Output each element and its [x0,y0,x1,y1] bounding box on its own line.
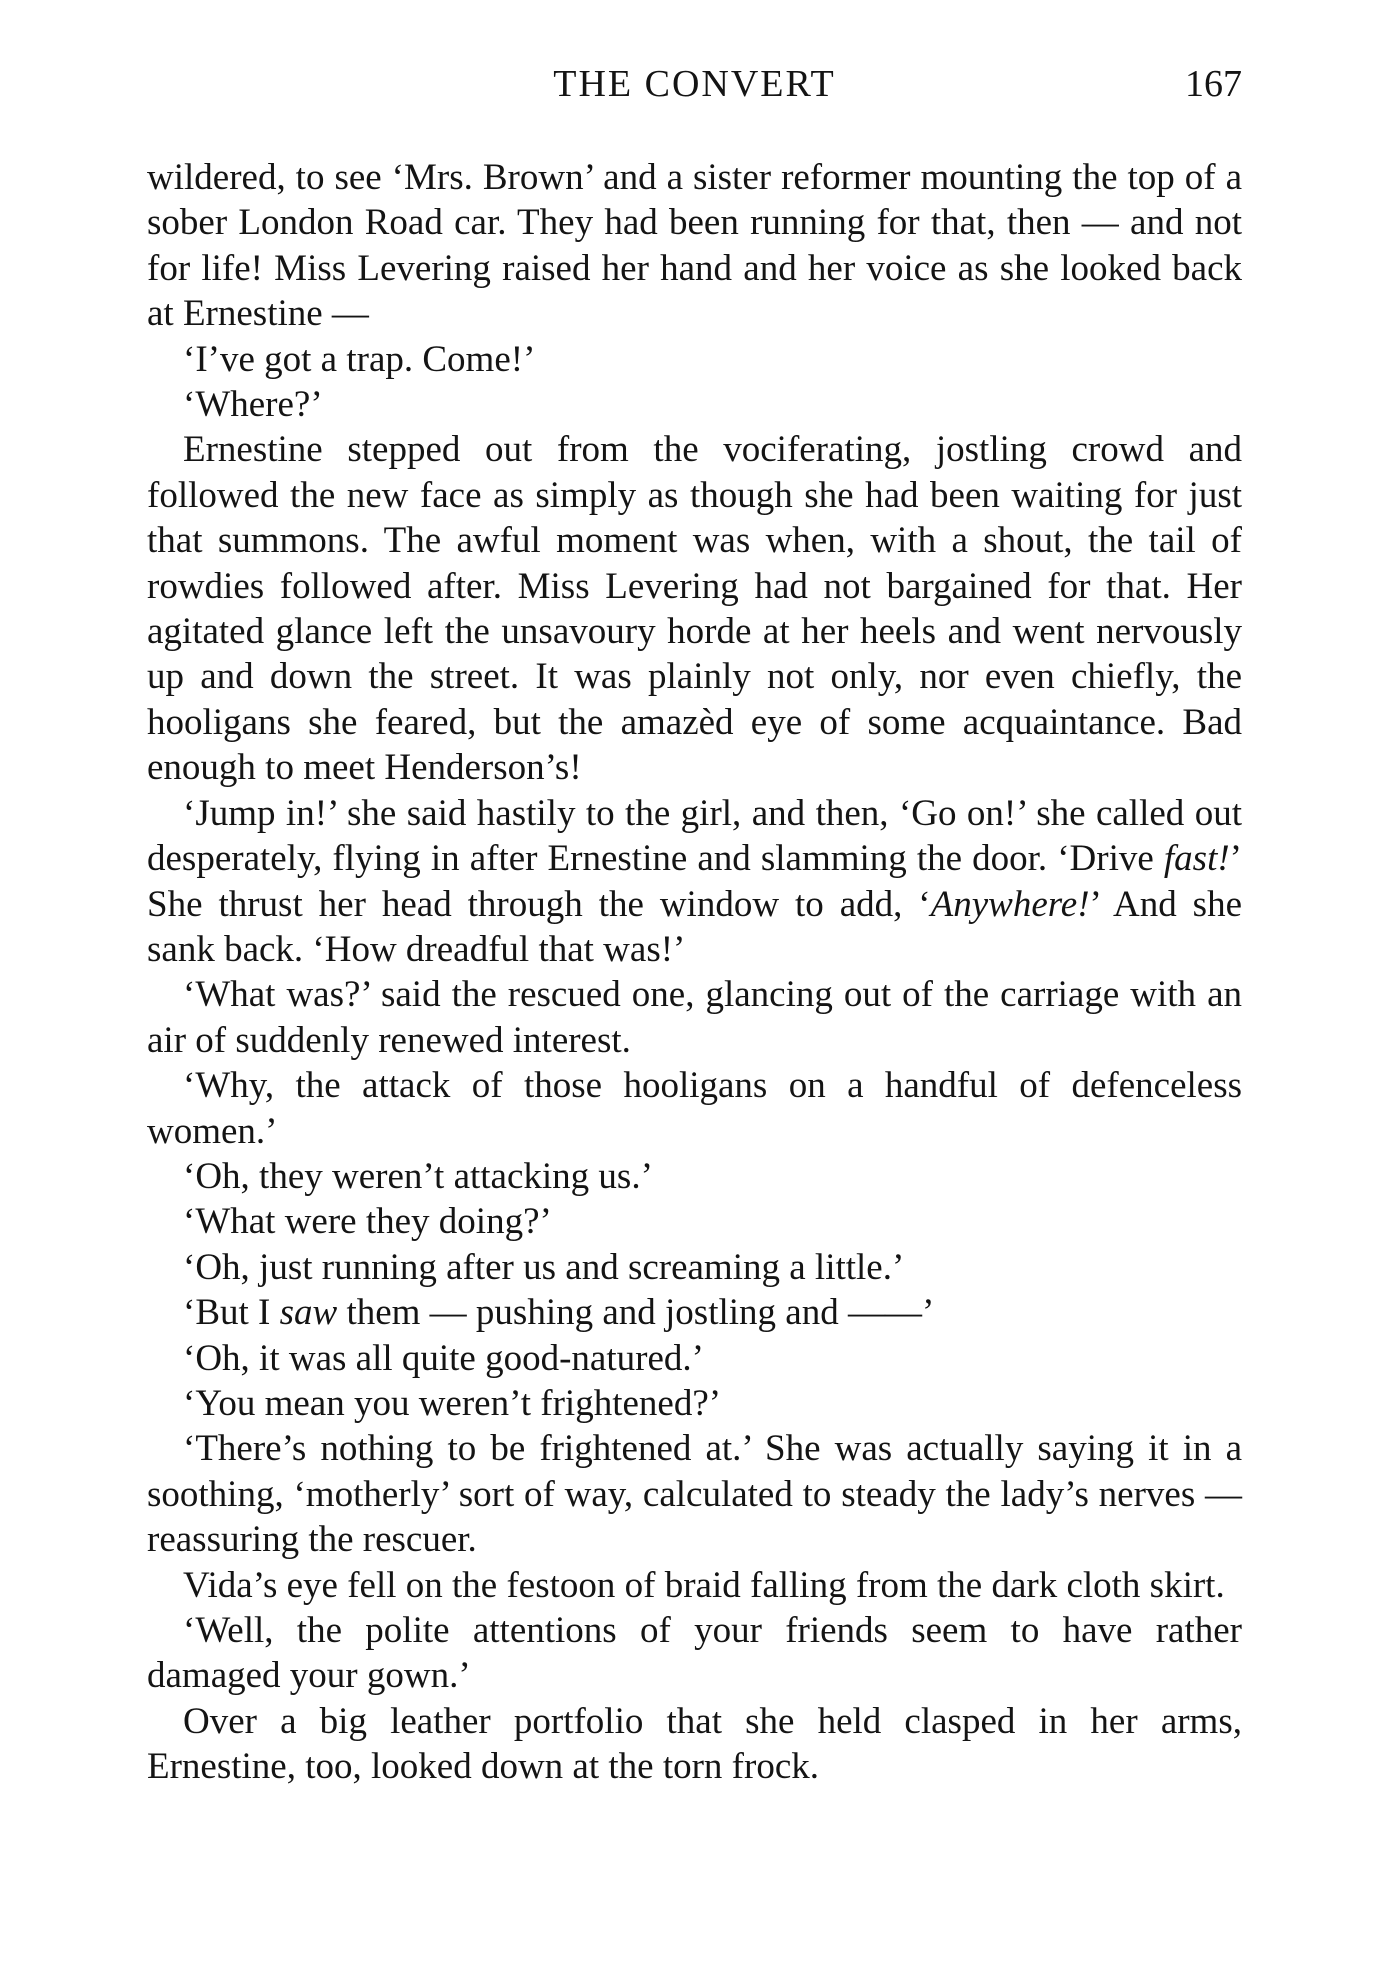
text-run: ‘Well, the polite attentions of your friends seem to have rather damaged your gown.’ [147,1610,1242,1697]
text-run: Vida’s eye fell on the festoon of braid falling from the dark cloth skirt. [183,1564,1225,1606]
paragraph [147,1381,1242,1426]
body-text [147,155,1242,1790]
paragraph [147,1199,1242,1244]
page-number: 167 [1185,63,1242,105]
text-run: ’ And she sank back. ‘How dreadful that was!’ [147,883,1243,970]
paragraph [147,972,1242,1063]
text-run: Ernestine stepped out from the vociferating, jostling crowd and followed the new face as simply as though she had been waiting for just that summons. The awful moment was when, with a shout, the tail of rowdies followed after. Miss Levering had not bargained for that. Her agitated glance left the unsavoury horde at her heels and went nervously up and down the street. It was plainly not only, nor even chiefly, the hooligans she feared, but the amazèd eye of some acquaintance. Bad enough to meet Henderson’s! [147,429,1242,789]
paragraph [147,1245,1242,1290]
text-run: ‘Oh, just running after us and screaming a little.’ [183,1246,905,1288]
text-run: ‘Oh, they weren’t attacking us.’ [183,1155,653,1197]
paragraph [147,427,1242,790]
text-run: ‘But I [183,1292,280,1334]
text-run: ‘I’ve got a trap. Come!’ [183,338,536,380]
running-head [147,62,1242,112]
paragraph [147,337,1242,382]
running-title: THE CONVERT [553,63,836,105]
italic-text: fast! [1163,838,1230,880]
paragraph [147,1563,1242,1608]
paragraph [147,1336,1242,1381]
text-run: Over a big leather portfolio that she held clasped in her arms, Ernestine, too, looked down at the torn frock. [147,1700,1242,1788]
text-run: them — pushing and jostling and ——’ [337,1292,935,1334]
text-run: wildered, to see ‘Mrs. Brown’ and a sister reformer mounting the top of a sober London Road car. They had been running for that, then — and not for life! Miss Levering raised her hand and her voice as she looked back at Ernestine — [147,157,1242,335]
text-run: ‘What was?’ said the rescued one, glancing out of the carriage with an air of suddenly renewed interest. [147,974,1242,1061]
paragraph [147,1063,1242,1154]
italic-text: Anywhere! [930,883,1090,925]
paragraph [147,1426,1242,1562]
paragraph [147,155,1242,337]
text-run: ‘Where?’ [183,384,323,426]
paragraph [147,1290,1242,1335]
text-run: ‘Why, the attack of those hooligans on a handful of defenceless women.’ [147,1065,1242,1152]
paragraph [147,791,1242,973]
text-run: ‘Oh, it was all quite good-natured.’ [183,1337,704,1379]
paragraph [147,1699,1242,1790]
paragraph [147,1608,1242,1699]
italic-text: saw [279,1292,338,1334]
paragraph [147,1154,1242,1199]
paragraph [147,382,1242,427]
text-run: ’ She thrust her head through the window to add, ‘ [147,838,1242,925]
text-run: ‘You mean you weren’t frightened?’ [183,1382,722,1424]
text-run: ‘There’s nothing to be frightened at.’ She was actually saying it in a soothing, ‘motherly’ sort of way, calculated to steady the lady’s nerves — reassuring the rescuer. [147,1428,1242,1561]
text-run: ‘Jump in!’ she said hastily to the girl, and then, ‘Go on!’ she called out desperately, flying in after Ernestine and slamming the door. ‘Drive [147,792,1242,880]
text-run: ‘What were they doing?’ [183,1201,552,1243]
